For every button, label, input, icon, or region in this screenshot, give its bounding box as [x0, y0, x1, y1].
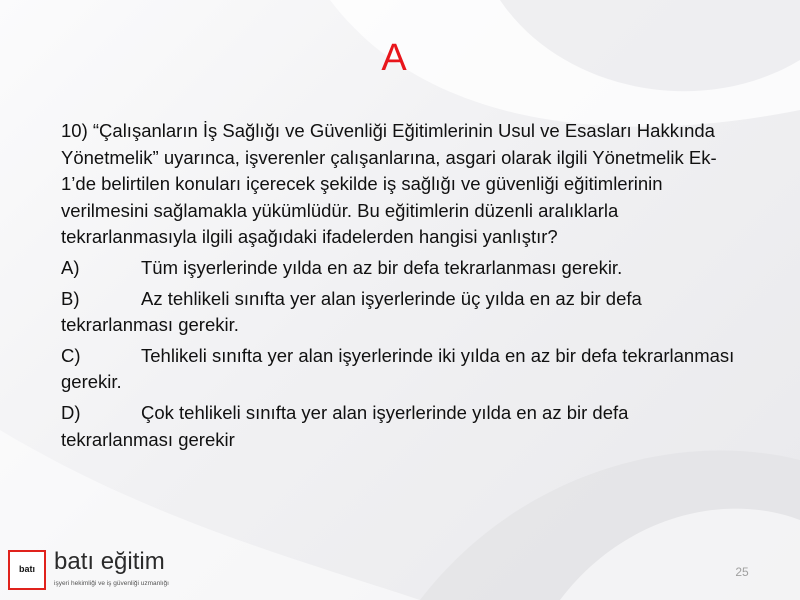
- logo-name: batı eğitim: [54, 548, 165, 575]
- logo-tagline: işyeri hekimliği ve iş güvenliği uzmanlığı: [54, 580, 169, 587]
- option-b: [61, 286, 741, 339]
- slide-title: A: [381, 37, 407, 79]
- option-a-text: Tüm işyerlerinde yılda en az bir defa tekrarlanması gerekir.: [141, 256, 623, 278]
- option-b-text: Az tehlikeli sınıfta yer alan işyerlerinde üç yılda en az bir defa tekrarlanması gerekir.: [61, 287, 642, 336]
- logo-box-text: batı: [18, 564, 35, 574]
- option-d-text: Çok tehlikeli sınıfta yer alan işyerlerinde yılda en az bir defa tekrarlanması gerekir: [61, 401, 629, 450]
- option-c: [61, 343, 741, 396]
- option-a: [61, 255, 741, 282]
- option-a-letter: A): [61, 256, 80, 278]
- page-number: 25: [735, 565, 749, 579]
- bati-egitim-logo: [8, 550, 178, 592]
- option-c-letter: C): [61, 344, 81, 366]
- option-d: [61, 400, 741, 453]
- question-block: [61, 118, 741, 457]
- option-c-text: Tehlikeli sınıfta yer alan işyerlerinde iki yılda en az bir defa tekrarlanması gerekir.: [61, 344, 735, 393]
- logo-box: [8, 550, 46, 590]
- option-d-letter: D): [61, 401, 81, 423]
- question-text: 10) “Çalışanların İş Sağlığı ve Güvenliği Eğitimlerinin Usul ve Esasları Hakkında Yönetmelik” uyarınca, işverenler çalışanlarına, asgari olarak ilgili Yönetmelik Ek-1’de belirtilen konuları içerecek şekilde iş sağlığı ve güvenliği eğitimlerinin verilmesini sağlamakla yükümlüdür. Bu eğitimlerin düzenli aralıklarla tekrarlanmasıyla ilgili aşağıdaki ifadelerden hangisi yanlıştır?: [61, 120, 717, 248]
- option-b-letter: B): [61, 287, 80, 309]
